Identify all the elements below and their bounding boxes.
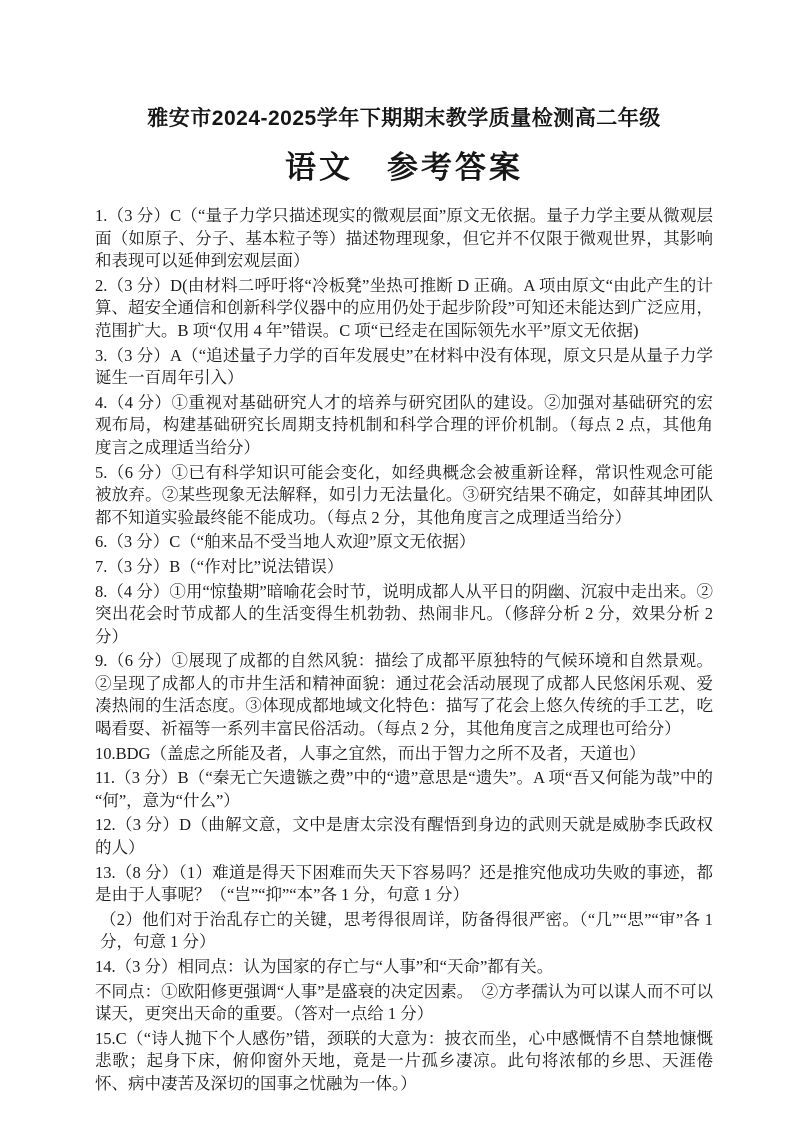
answer-item-13-2: （2）他们对于治乱存亡的关键，思考得很周详，防备得很严密。（“几”“思”“审”各 1 分，句意 1 分） [100,909,713,952]
answer-item-11: 11.（3 分）B（“秦无亡矢遗镞之费”中的“遗”意思是“遗失”。A 项“吾又何能为哉”中的“何”，意为“什么”） [95,768,713,810]
answer-item-8: 8.（4 分）①用“惊蛰期”暗喻花会时节，说明成都人从平日的阴幽、沉寂中走出来。②突出花会时节成都人的生活变得生机勃勃、热闹非凡。（修辞分析 2 分，效果分析 2 分） [95,581,713,646]
answer-item-15: 15.C（“诗人抛下个人感伤”错，颈联的大意为：披衣而坐，心中感慨情不自禁地慷慨悲歌；起身下床，俯仰窗外天地，竟是一片孤乡凄凉。此句将浓郁的乡思、天涯倦怀、病中凄苦及深切的国事之忧融为一体。） [95,1028,713,1093]
document-title: 雅安市2024-2025学年下期期末教学质量检测高二年级 [147,107,661,130]
answer-item-2: 2.（3 分）D(由材料二呼吁将“冷板凳”坐热可推断 D 正确。A 项由原文“由此产生的计算、超安全通信和创新科学仪器中的应用仍处于起步阶段”可知还未能达到广泛应用，范围扩大。B 项“仅用 4 年”错误。C 项“已经走在国际领先水平”原文无依据) [95,275,713,340]
answer-item-13-1: 13.（8 分）（1）难道是得天下困难而失天下容易吗？还是推究他成功失败的事迹，都是由于人事呢？（“岂”“抑”“本”各 1 分，句意 1 分） [95,862,713,905]
answer-item-9: 9.（6 分）①展现了成都的自然风貌：描绘了成都平原独特的气候环境和自然景观。②呈现了成都人的市井生活和精神面貌：通过花会活动展现了成都人民悠闲乐观、爱凑热闹的生活态度。③体现成都地域文化特色：描写了花会上悠久传统的手工艺，吃喝看耍、祈福等一系列丰富民俗活动。（每点 2 分，其他角度言之成理也可给分） [95,651,713,739]
answer-item-6: 6.（3 分）C（“舶来品不受当地人欢迎”原文无依据） [95,532,476,552]
document-content [95,102,713,1098]
answer-item-10: 10.BDG（盖虑之所能及者，人事之宜然，而出于智力之所不及者，天道也） [95,743,646,763]
answer-item-14-1: 14.（3 分）相同点：认为国家的存亡与“人事”和“天命”都有关。 [95,957,554,976]
answer-item-3: 3.（3 分）A（“追述量子力学的百年发展史”在材料中没有体现，原文只是从量子力学诞生一百周年引入） [95,345,713,388]
answer-item-5: 5.（6 分）①已有科学知识可能会变化，如经典概念会被重新诠释，常识性观念可能被放弃。②某些现象无法解释，如引力无法量化。③研究结果不确定，如薛其坤团队都不知道实验最终能不能成功。（每点 2 分，其他角度言之成理适当给分） [95,462,713,527]
answer-item-4: 4.（4 分）①重视对基础研究人才的培养与研究团队的建设。②加强对基础研究的宏观布局，构建基础研究长周期支持机制和科学合理的评价机制。（每点 2 点，其他角度言之成理适当给分） [95,392,713,457]
answer-item-7: 7.（3 分）B（“作对比”说法错误） [95,556,344,576]
answer-item-1: 1.（3 分）C（“量子力学只描述现实的微观层面”原文无依据。量子力学主要从微观层面（如原子、分子、基本粒子等）描述物理现象，但它并不仅限于微观世界，其影响和表现可以延伸到宏观层面） [95,206,713,271]
answer-item-12: 12.（3 分）D（曲解文意，文中是唐太宗没有醒悟到身边的武则天就是威胁李氏政权的人） [95,815,713,858]
document-subtitle: 语文 参考答案 [285,150,523,185]
answers-list [95,205,713,1096]
answer-item-14-2: 不同点：①欧阳修更强调“人事”是盛衰的决定因素。 ②方孝孺认为可以谋人而不可以谋天，更突出天命的重要。（答对一点给 1 分） [95,981,713,1024]
